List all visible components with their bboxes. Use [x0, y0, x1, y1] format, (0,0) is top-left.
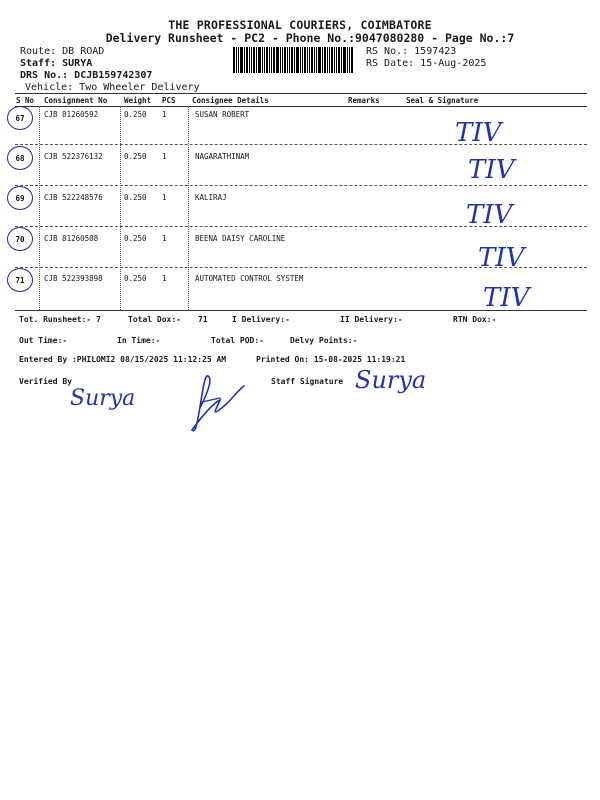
barcode-bar	[266, 47, 268, 73]
barcode-bar	[307, 47, 308, 73]
consignee: SUSAN ROBERT	[195, 110, 250, 119]
consignment-no: CJB 81260592	[44, 110, 99, 119]
barcode-bar	[258, 47, 261, 73]
row-separator	[15, 185, 587, 186]
col-divider	[188, 106, 189, 310]
barcode-bar	[238, 47, 239, 73]
col-divider	[39, 106, 40, 310]
verifier-initials-scrawl	[180, 368, 250, 438]
col-remarks: Remarks	[348, 96, 380, 105]
sno-circled: 67	[7, 106, 33, 130]
barcode-bar	[324, 47, 326, 73]
verified-by-label: Verified By	[19, 377, 72, 386]
barcode-bar	[276, 47, 279, 73]
table-header-rule	[15, 106, 587, 107]
col-sno: S No	[16, 96, 35, 105]
barcode-bar	[273, 47, 275, 73]
consignee: BEENA DAISY CAROLINE	[195, 234, 286, 243]
total-runsheet: Tot. Runsheet:- 7	[19, 315, 101, 324]
delvy-points: Delvy Points:-	[290, 336, 358, 345]
barcode-bar	[327, 47, 328, 73]
barcode-bar	[311, 47, 313, 73]
barcode-bar	[233, 47, 235, 73]
barcode-bar	[318, 47, 321, 73]
weight: 0.250	[124, 152, 147, 161]
barcode-bar	[336, 47, 337, 73]
row-separator	[15, 226, 587, 227]
barcode-bar	[351, 47, 353, 73]
drs-number: DRS No.: DCJB159742307	[20, 70, 153, 81]
barcode-bar	[264, 47, 265, 73]
barcode-bar	[251, 47, 252, 73]
barcode-image	[233, 47, 359, 73]
ii-delivery: II Delivery:-	[340, 315, 403, 324]
barcode-bar	[291, 47, 293, 73]
pcs: 1	[162, 193, 167, 202]
pcs: 1	[162, 274, 167, 283]
rs-number: RS No.: 1597423	[366, 46, 457, 57]
staff-signature-label: Staff Signature	[271, 377, 344, 386]
total-dox-label: Total Dox:-	[128, 315, 181, 324]
barcode-bar	[322, 47, 323, 73]
consignee: KALIRAJ	[195, 193, 227, 202]
barcode-bar	[302, 47, 303, 73]
barcode-bar	[246, 47, 248, 73]
barcode-bar	[236, 47, 237, 73]
weight: 0.250	[124, 193, 147, 202]
consignment-no: CJB 522248576	[44, 193, 103, 202]
consignment-no: CJB 522393898	[44, 274, 103, 283]
pcs: 1	[162, 110, 167, 119]
barcode-bar	[282, 47, 283, 73]
sno-circled: 70	[7, 227, 33, 251]
barcode-bar	[304, 47, 306, 73]
barcode-bar	[334, 47, 335, 73]
barcode-bar	[300, 47, 301, 73]
sno-circled: 68	[7, 146, 33, 170]
rtn-dox: RTN Dox:-	[453, 315, 497, 324]
barcode-bar	[296, 47, 299, 73]
barcode-bar	[329, 47, 330, 73]
barcode-bar	[240, 47, 243, 73]
weight: 0.250	[124, 234, 147, 243]
barcode-bar	[349, 47, 350, 73]
barcode-bar	[343, 47, 346, 73]
sno-circled: 69	[7, 186, 33, 210]
pcs: 1	[162, 152, 167, 161]
i-delivery: I Delivery:-	[232, 315, 290, 324]
barcode-bar	[316, 47, 317, 73]
total-pod: Total POD:-	[211, 336, 264, 345]
delivery-signature: TIV	[466, 200, 513, 230]
rs-date: RS Date: 15-Aug-2025	[366, 58, 487, 69]
barcode-bar	[331, 47, 333, 73]
consignee: AUTOMATED CONTROL SYSTEM	[195, 274, 304, 283]
weight: 0.250	[124, 274, 147, 283]
barcode-bar	[294, 47, 295, 73]
vehicle-text: Vehicle: Two Wheeler Delivery	[25, 82, 200, 93]
barcode-bar	[269, 47, 270, 73]
barcode-bar	[338, 47, 340, 73]
consignee: NAGARATHINAM	[195, 152, 250, 161]
consignment-no: CJB 522376132	[44, 152, 103, 161]
runsheet-subtitle: Delivery Runsheet - PC2 - Phone No.:9047080280 - Page No.:7	[105, 31, 515, 45]
staff-signature: Surya	[355, 366, 427, 394]
barcode-bar	[253, 47, 255, 73]
printed-on: Printed On: 15-08-2025 11:19:21	[256, 355, 406, 364]
row-separator	[15, 267, 587, 268]
entered-by: Entered By :PHILOMI2 08/15/2025 11:12:25 AM	[19, 355, 227, 364]
barcode-bar	[284, 47, 286, 73]
barcode-bar	[262, 47, 263, 73]
delivery-signature: TIV	[478, 243, 525, 273]
weight: 0.250	[124, 110, 147, 119]
staff-text: Staff: SURYA	[20, 58, 93, 69]
barcode-bar	[244, 47, 245, 73]
barcode-bar	[280, 47, 281, 73]
total-dox-value: 71	[198, 315, 208, 324]
pcs: 1	[162, 234, 167, 243]
table-bottom-rule	[15, 310, 587, 311]
barcode-bar	[289, 47, 290, 73]
row-separator	[15, 144, 587, 145]
in-time: In Time:-	[117, 336, 161, 345]
out-time: Out Time:-	[19, 336, 68, 345]
consignment-no: CJB 81260508	[44, 234, 99, 243]
table-top-rule	[15, 93, 587, 94]
col-consignee: Consignee Details	[192, 96, 269, 105]
barcode-bar	[249, 47, 250, 73]
barcode-bar	[271, 47, 272, 73]
verified-signature: Surya	[70, 386, 136, 411]
sno-circled: 71	[7, 268, 33, 292]
col-divider	[120, 106, 121, 310]
col-consignment: Consignment No	[44, 96, 108, 105]
col-pcs: PCS	[162, 96, 176, 105]
route-text: Route: DB ROAD	[20, 46, 105, 57]
col-weight: Weight	[124, 96, 152, 105]
company-name: THE PROFESSIONAL COURIERS, COIMBATORE	[168, 18, 432, 32]
barcode-bar	[256, 47, 257, 73]
col-signature: Seal & Signature	[406, 96, 479, 105]
delivery-signature: TIV	[483, 283, 530, 313]
barcode-bar	[341, 47, 342, 73]
delivery-signature: TIV	[455, 118, 502, 148]
barcode-bar	[309, 47, 310, 73]
delivery-signature: TIV	[468, 155, 515, 185]
barcode-bar	[314, 47, 315, 73]
barcode-bar	[347, 47, 348, 73]
barcode-bar	[287, 47, 288, 73]
